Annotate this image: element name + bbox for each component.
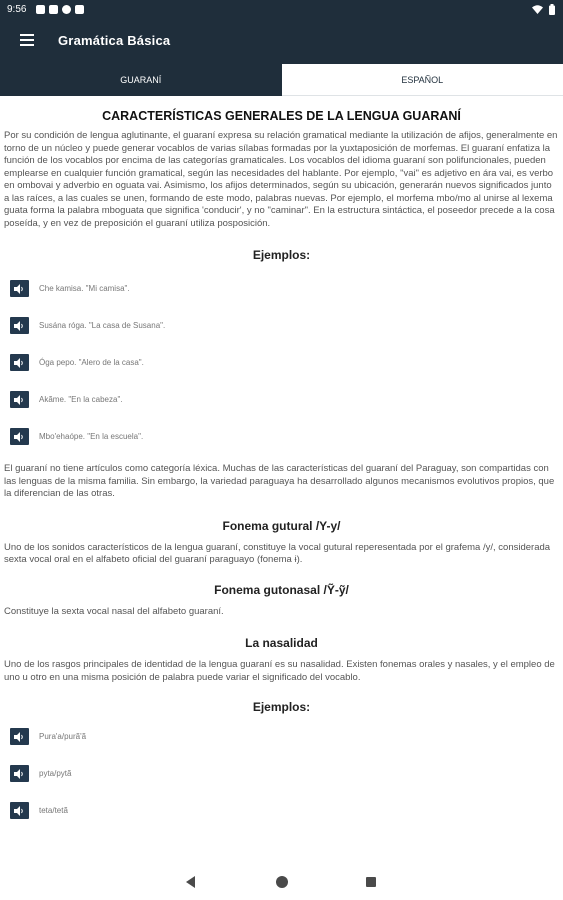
example-text: Pura'a/purã'ã	[39, 732, 87, 741]
gutonasal-heading: Fonema gutonasal /Ỹ-ỹ/	[214, 582, 349, 597]
nasality-paragraph: Uno de los rasgos principales de identidad de la lengua guaraní es su nasalidad. Existen fonemas orales y nasales, y el empleo de uno u otro en una misma posición de palabra puede variar el significado del vocablo.	[4, 659, 555, 683]
example-row	[0, 418, 563, 455]
example-row	[0, 270, 563, 307]
status-right-icons	[532, 4, 555, 15]
app-bar	[0, 20, 563, 64]
recent-apps-icon[interactable]	[366, 877, 376, 887]
example-row	[0, 344, 563, 381]
battery-icon	[549, 4, 555, 15]
speaker-icon	[14, 769, 25, 779]
notification-circle-icon	[62, 5, 71, 14]
example-row	[0, 792, 563, 829]
examples-heading: Ejemplos:	[252, 700, 311, 714]
status-time: 9:56	[7, 4, 27, 15]
play-audio-button[interactable]	[10, 354, 29, 371]
example-text: teta/tetã	[39, 806, 68, 815]
examples-heading: Ejemplos:	[252, 248, 311, 262]
speaker-icon	[14, 732, 25, 742]
example-row	[0, 755, 563, 792]
app-title: Gramática Básica	[58, 33, 171, 48]
play-audio-button[interactable]	[10, 765, 29, 782]
speaker-icon	[14, 321, 25, 331]
notification-square-icon	[36, 5, 45, 14]
gutonasal-paragraph: Constituye la sexta vocal nasal del alfabeto guaraní.	[4, 605, 224, 617]
notification-square-icon	[49, 5, 58, 14]
articles-paragraph: El guaraní no tiene artículos como categoría léxica. Muchas de las características del guaraní del Paraguay, son compartidas con las lenguas de la misma familia. Sin embargo, la variedad paraguaya ha desarrollado algunos mecanismos evolutivos propios, que la diferencian de las otras.	[4, 463, 555, 499]
play-audio-button[interactable]	[10, 280, 29, 297]
system-nav-bar	[0, 864, 563, 900]
back-icon[interactable]	[186, 876, 195, 888]
speaker-icon	[14, 284, 25, 294]
example-row	[0, 381, 563, 418]
example-text: Susána róga. "La casa de Susana".	[39, 321, 166, 330]
main-title: CARACTERÍSTICAS GENERALES DE LA LENGUA GUARANÍ	[102, 109, 461, 123]
example-row	[0, 718, 563, 755]
speaker-icon	[14, 395, 25, 405]
home-icon[interactable]	[276, 876, 288, 888]
example-text: Akãme. "En la cabeza".	[39, 395, 123, 404]
example-text: Che kamisa. "Mi camisa".	[39, 284, 130, 293]
tab-bar	[0, 64, 563, 96]
example-text: pyta/pytã	[39, 769, 72, 778]
play-audio-button[interactable]	[10, 428, 29, 445]
status-bar	[0, 0, 563, 20]
play-audio-button[interactable]	[10, 728, 29, 745]
example-row	[0, 307, 563, 344]
tab-guarani[interactable]: GUARANÍ	[0, 64, 282, 96]
play-audio-button[interactable]	[10, 391, 29, 408]
sd-card-icon	[75, 5, 84, 14]
speaker-icon	[14, 432, 25, 442]
speaker-icon	[14, 358, 25, 368]
wifi-icon	[532, 5, 543, 14]
example-text: Óga pepo. "Alero de la casa".	[39, 358, 144, 367]
nasality-heading: La nasalidad	[245, 636, 318, 650]
play-audio-button[interactable]	[10, 802, 29, 819]
status-left-icons	[36, 5, 84, 14]
play-audio-button[interactable]	[10, 317, 29, 334]
tab-espanol[interactable]: ESPAÑOL	[282, 64, 563, 96]
speaker-icon	[14, 806, 25, 816]
intro-paragraph: Por su condición de lengua aglutinante, el guaraní expresa su relación gramatical mediante la utilización de afijos, generalmente en torno de un núcleo y puede generar vocablos de varias sílabas formadas por la yuxtaposición de morfemas. El guaraní enfatiza la función de los vocablos por encima de las categorías gramaticales. Los vocablos del idioma guaraní son polifuncionales, pueden emplearse en cualquier función gramatical, según las necesidades del hablante. Por ejemplo, "vai" es adjetivo en ára vai, es verbo en ombovai y adverbio en oguata vai. Asimismo, los afijos determinados, según su ubicación, generarán nuevos significados junto a las raíces, a las cuales se unen, formando de este modo, palabras nuevas. Por ejemplo, el morfema mbo/mo al unirse al lexema guata forma la palabra mboguata que significa 'conducir', y no "caminar". En la estructura sintáctica, el poseedor precede a la cosa poseída, y en vez de preposición el guaraní utiliza posposición.	[4, 130, 558, 229]
menu-icon[interactable]	[20, 34, 34, 46]
guttural-paragraph: Uno de los sonidos característicos de la lengua guaraní, constituye la vocal gutural reperesentada por el grafema /y/, considerada sexta vocal oral en el alfabeto oficial del guaraní paraguayo (fonema ɨ).	[4, 541, 551, 565]
content-scroll[interactable]	[0, 96, 563, 864]
example-text: Mbo'ehaópe. "En la escuela".	[39, 432, 144, 441]
guttural-heading: Fonema gutural /Y-y/	[222, 518, 341, 533]
